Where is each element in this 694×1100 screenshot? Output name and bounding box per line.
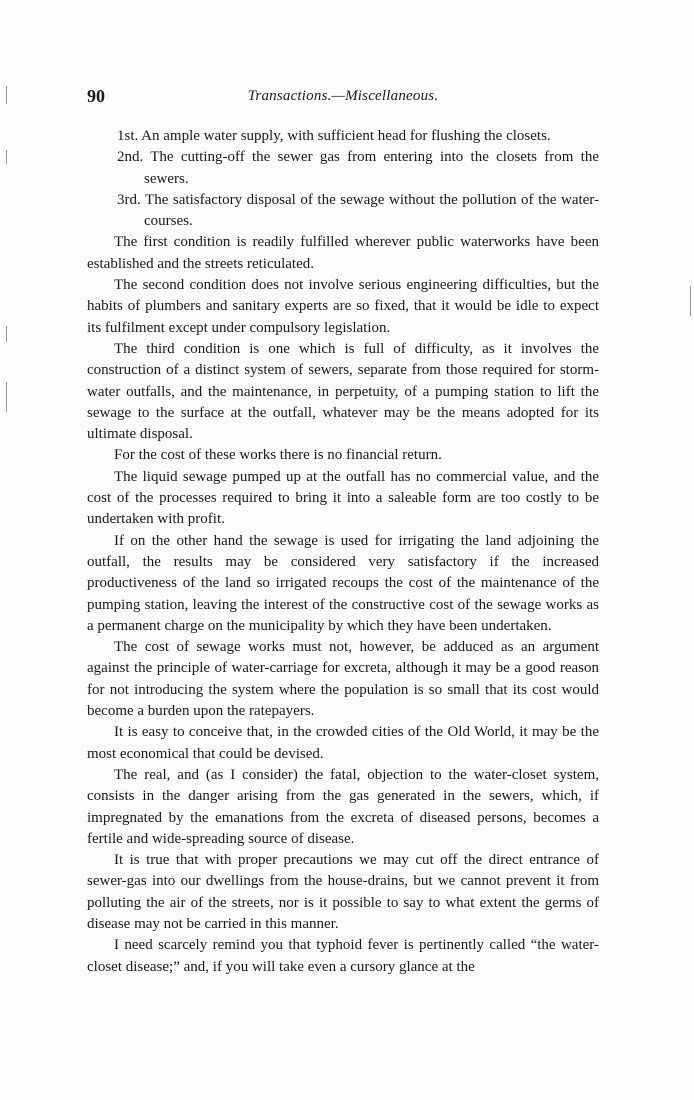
left-margin-mark xyxy=(6,382,7,412)
paragraph: I need scarcely remind you that typhoid fever is pertinently called “the water-closet disease;” and, if you will take even a cursory glance at the xyxy=(87,937,599,975)
paragraph: The third condition is one which is full of difficulty, as it involves the construction of a distinct system of sewers, separate from those required for storm-water outfalls, and the maintenance, in perpetuity, of a pumping station to lift the sewage to the surface at the outfall, whatever may be the means adopted for its ultimate disposal. xyxy=(87,340,599,443)
body-text xyxy=(87,126,599,978)
left-margin-mark xyxy=(6,86,7,104)
condition-item: 2nd. The cutting-off the sewer gas from entering into the closets from the sewers. xyxy=(117,149,599,187)
paragraph: It is easy to conceive that, in the crowded cities of the Old World, it may be the most economical that could be devised. xyxy=(87,724,599,762)
right-margin-mark xyxy=(690,286,691,316)
running-head: Transactions.—Miscellaneous. xyxy=(247,88,439,104)
paragraph: If on the other hand the sewage is used for irrigating the land adjoining the outfall, the results may be considered very satisfactory if the increased productiveness of the land so irrigated recoups the cost of the maintenance of the pumping station, leaving the interest of the constructive cost of the sewage works as a permanent charge on the municipality by which they have been undertaken. xyxy=(87,532,599,634)
condition-item: 1st. An ample water supply, with sufficient head for flushing the closets. xyxy=(117,128,551,144)
paragraph: For the cost of these works there is no financial return. xyxy=(114,447,442,464)
left-margin-mark xyxy=(6,150,7,164)
paragraph: The cost of sewage works must not, however, be adduced as an argument against the principle of water-carriage for excreta, although it may be a good reason for not introducing the system where the population is so small that its cost would become a burden upon the ratepayers. xyxy=(87,639,599,720)
paragraph: The first condition is readily fulfilled wherever public waterworks have been established and the streets reticulated. xyxy=(87,234,599,272)
paragraph: It is true that with proper precautions we may cut off the direct entrance of sewer-gas into our dwellings from the house-drains, but we cannot prevent it from polluting the air of the streets, nor is it possible to say to what extent the germs of disease may not be carried in this manner. xyxy=(87,852,599,932)
page-number: 90 xyxy=(87,86,105,106)
paragraph: The second condition does not involve serious engineering difficulties, but the habits of plumbers and sanitary experts are so fixed, that it would be idle to expect its fulfilment except under compulsory legislation. xyxy=(87,277,599,336)
left-margin-mark xyxy=(6,326,7,342)
paragraph: The liquid sewage pumped up at the outfall has no commercial value, and the cost of the processes required to bring it into a saleable form are too costly to be undertaken with profit. xyxy=(87,468,599,528)
paragraph: The real, and (as I consider) the fatal, objection to the water-closet system, consists in the danger arising from the gas generated in the sewers, which, if impregnated by the emanations from the excreta of diseased persons, becomes a fertile and wide-spreading source of disease. xyxy=(87,766,599,847)
condition-item: 3rd. The satisfactory disposal of the sewage without the pollution of the water-courses. xyxy=(117,191,599,230)
page-header xyxy=(87,86,599,110)
